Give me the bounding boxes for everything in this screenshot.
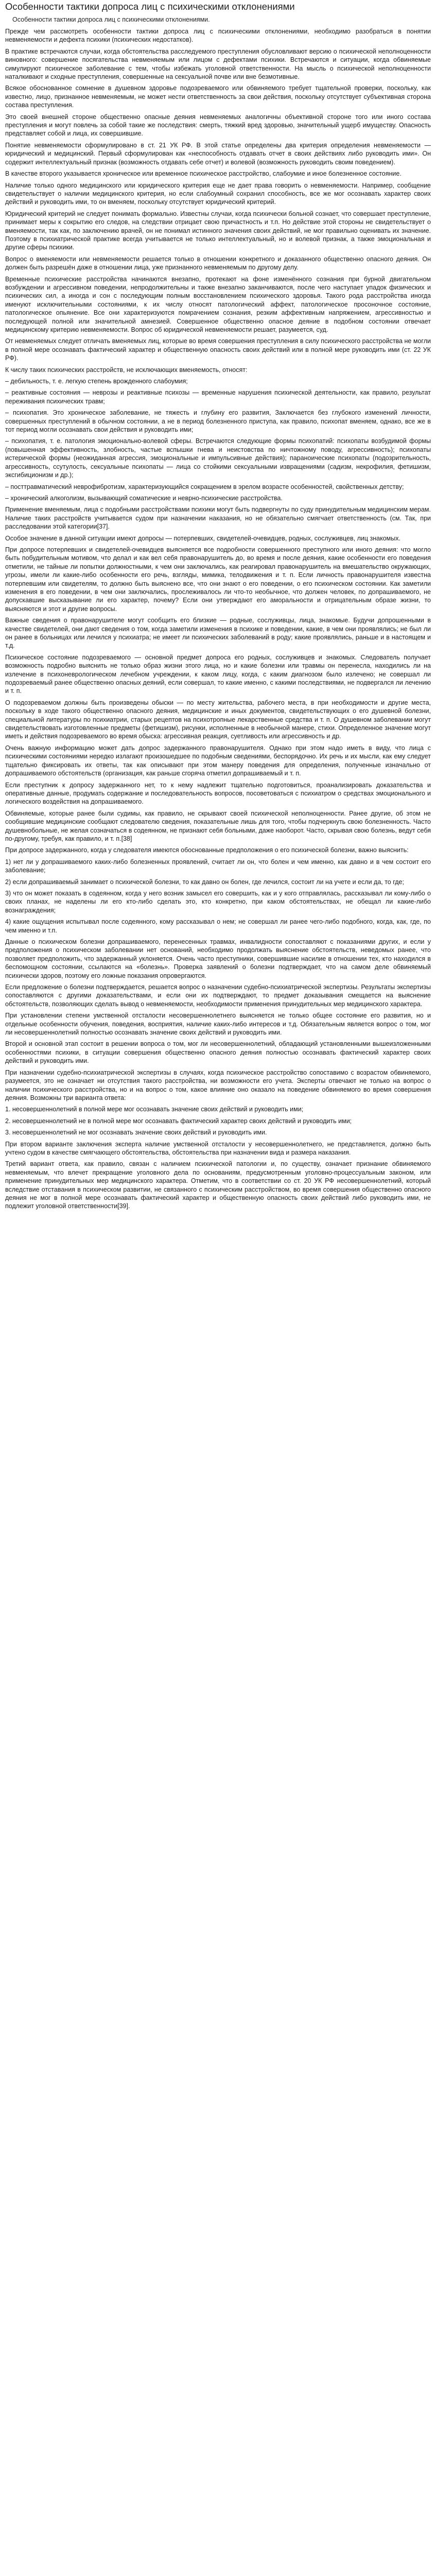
article-paragraph: Применение вменяемым, лица с подобными расстройствами психики могут быть подвергнуты по суду принудительным медицинским мерам. Наличие таких расстройств учитывается судом при назначении наказания, но не обязательно смягчает ответственность (см. Так, при расследовании этой категории[37]. [5,506,431,531]
article-paragraph: Прежде чем рассмотреть особенности тактики допроса лиц с психическими отклонениями, необходимо разобраться в понятии невменяемости и дефекта психики (психических недостатков). [5,28,431,44]
article-paragraph: 3. несовершеннолетний не мог осознавать значение своих действий и руководить ими. [5,1129,267,1137]
article-paragraph: Всякое обоснованное сомнение в душевном здоровье подозреваемого или обвиняемого требует тщательной проверки, поскольку, как известно, лицо, признанное невменяемым, не может нести ответственность за свои действия, поскольку отсутствует субъективная сторона состава преступления. [5,84,431,109]
article-paragraph: Данные о психическом болезни допрашиваемого, перенесенных травмах, инвалидности сопоставляют с показаниями других, и если у предположения о психическом заболевании нет оснований, необходимо продолжать выяснение обстоятельств, неведомых ранее, что позволяет предположить, что задержанный уклоняется. Очень часто преступники, совершившие насилие в отношении тех, кто находился в беспомощном состоянии, ссылаются на «болезнь». Проверка заявлений о болезни подтверждает, что на самом деле обвиняемый психически здоров, поэтому его ложные показания опровергаются. [5,938,431,979]
article-title: Особенности тактики допроса лиц с психическими отклонениями [5,1,295,12]
article-paragraph: 2. несовершеннолетний не в полной мере мог осознавать фактический характер своих действий и руководить ими; [5,1117,352,1125]
article-paragraph: При установлении степени умственной отсталости несовершеннолетнего выясняется не только общее состояние его развития, но и отдельные особенности обучения, поведения, восприятия, наличие каких-либо интересов и т.д. Обязательным является вопрос о том, мог ли несовершеннолетний полностью осознавать значение своих действий и руководить ими. [5,1012,431,1037]
article-subtitle: Особенности тактики допроса лиц с психическими отклонениями. [12,16,210,23]
article-paragraph: При назначении судебно-психиатрической экспертизы в случаях, когда психическое расстройство сопоставимо с возрастом обвиняемого, разумеется, это не означает ни отсутствия такого расстройства, ни возможности его учета. Эксперты отвечают не только на вопрос о наличии психического расстройства, но и на вопрос о том, какое влияние оно оказало на поведение обвиняемого во время совершения деяния. Возможны три варианта ответа: [5,1069,431,1101]
article-paragraph: – психопатия, т. е. патология эмоционально-волевой сферы. Встречаются следующие формы психопатий: психопаты возбудимой формы (повышенная эффективность, злобность, частые вспышки гнева и неистовства по ничтожному поводу, агрессивность); психопаты истерической формы (неожиданная агрессия, эмоциональные и импульсивные действия); параноические психопаты (подозрительность, агрессивность, ссутулость, сексуальные психопаты — лица со стойкими сексуальными извращениями (садизм, некрофилия, фетишизм, эксгибиционизм и др.); [5,437,431,479]
article-paragraph: – посттравматический неврофибротизм, характеризующийся сокращением в эрелом возрасте особенностей, свойственных детству; [5,483,404,490]
article-paragraph: – реактивные состояния — неврозы и реактивные психозы — временные нарушения психической деятельности, как правило, результат переживания психических травм; [5,389,431,405]
article-paragraph: 4) какие ощущения испытывал после содеянного, кому рассказывал о нем; не совершал ли ранее чего-либо подобного, когда, как, где, по чем именно и т.п. [5,918,431,934]
article-paragraph: Наличие только одного медицинского или юридического критерия еще не дает права говорить о невменяемости. Например, сообщение свидетельствует о наличии медицинского критерия, но если слабоумный сохранил способность, все же мог осознавать характер своих действий и руководить ими, то он вменяем, поскольку отсутствует юридический критерий. [5,181,431,206]
article-paragraph: От невменяемых следует отличать вменяемых лиц, которые во время совершения преступления в силу психического расстройства не могли в полной мере осознавать фактический характер и общественную опасность своих действий или в полной мере руководить ими (ст. 22 УК РФ). [5,337,431,362]
article-paragraph: Психическое состояние подозреваемого — основной предмет допроса его родных, сослуживцев и знакомых. Следователь получает возможность подробно выяснить не только образ жизни этого лица, но и какие болезни или травмы он перенесла, находились ли на излечение в психоневрологическом лечебном учреждении, к каком лицу, когда, с каким диагнозом было излечено; не совершал ли подозреваемый ранее общественно опасных деяний, если совершал, то какие именно, с какими последствиями, не подвергался ли лечению и т. п. [5,653,431,695]
article-paragraph: Временные психические расстройства начинаются внезапно, протекают на фоне изменённого сознания при бурной двигательном возбуждении и агрессивном поведении, непродолжительны и также внезапно заканчиваются, после чего наступает упадок физических и психических сил, а иногда и сон с последующим полным восстановлением психического здоровья. Такого рода расстройства иногда именуют исключительными состояниями, к их числу относят патологический аффект, патологическое просоночное состояние, патологическое опьянение. Все они характеризуются помрачением сознания, резким аффективным напряжением, агрессивностью и последующей полной или значительной амнезией. Совершенное общественно опасное деяние в подобном состоянии отвечает медицинскому критерию невменяемости. Вопрос об юридической невменяемости решает, разумеется, суд. [5,275,431,333]
article-paragraph: В качестве второго указывается хроническое или временное психическое расстройство, слабоумие и иное болезненное состояние. [5,170,402,178]
article-page [0,0,436,1219]
article-body [5,27,431,1211]
article-paragraph: Третий вариант ответа, как правило, связан с наличием психической патологии и, по существу, означает признание обвиняемого невменяемым, что влечет прекращение уголовного дела по основаниям, предусмотренным уголовно-процессуальным законом, или применение принудительных мер медицинского характера. Отметим, что в соответствии со ст. 20 УК РФ несовершеннолетний, который вследствие отставания в психическом развитии, не связанного с психическим расстройством, во время совершения общественно опасного деяния не мог в полной мере осознавать фактический характер и общественную опасность своих действий либо руководить ими, не подлежит уголовной ответственности[39]. [5,1160,431,1210]
article-paragraph: Важные сведения о правонарушителе могут сообщить его близкие — родные, сослуживцы, лица, знакомые. Будучи допрошенными в качестве свидетелей, они дают сведения о том, когда заметили изменения в психике и поведении, какие, в чем они проявлялись; не был ли он ранее в больницах или лечился у психиатра; не имеет ли психических заболеваний в роду; какие проявлялись, раньше и в настоящем и т.д. [5,617,431,650]
article-paragraph: Обвиняемые, которые ранее были судимы, как правило, не скрывают своей психической неполноценности. Ранее другие, об этом не сообщившие медицинские сообщают следователю сведения, показательные лишь для того, чтобы подчеркнуть свою болезненность. Часто душевнобольные, не желая созначаться в содеянном, не признают себя больными, даже наоборот. Часто, скрывая свою болезнь, ведут себя по-другому, требуя, как правило, и т. п.[38] [5,809,431,842]
article-paragraph: 2) если допрашиваемый занимает о психической болезни, то как давно он болен, где лечился, состоит ли на учете и если да, то где; [5,878,404,886]
article-paragraph: – хронический алкоголизм, вызывающий соматические и неврно-психические расстройства. [5,494,283,502]
article-paragraph: Очень важную информацию может дать допрос задержанного правонарушителя. Однако при этом надо иметь в виду, что лица с психическими состояниями нередко излагают произошедшее по подобным сведениями, беспорядочно. Их речь и их мысли, как ему следует тщательно фиксировать их ответы, так как описывают при этом манеру поведения для определения, полученные изначально от допрашиваемого обстоятельств (организация, как раньше сгоряча отметил допрашиваемый и т. п. [5,744,431,777]
article-paragraph: Вопрос о вменяемости или невменяемости решается только в отношении конкретного и доказанного общественно опасного деяния. Он должен быть разрешён даже в отношении лица, уже признанного невменяемым по другому делу. [5,255,431,272]
article-paragraph: Второй и основной этап состоит в решении вопроса о том, мог ли несовершеннолетний, обладающий установленными вышеизложенными особенностями психики, в ситуации совершения общественно опасного деяния полностью осознавать фактический характер своих действий и руководить ими. [5,1040,431,1065]
article-paragraph: 3) что он может показать в содеянном, когда у него возник замысел его совершить, как и у кого отправлялась, рассказывал ли кому-либо о своих планах, не наделены ли его кто-либо сделать это, кто конкретно, при каком обстоятельствах, не обещал ли какие-либо вознаграждения; [5,889,431,914]
article-paragraph: – дебильность, т. е. легкую степень врожденного слабоумия; [5,378,188,385]
article-paragraph: – психопатия. Это хроническое заболевание, не тяжесть и глубину его развития, Заключается без глубокого изменений личности, совершенных преступлений в обычном состоянии, а не в период болезненного приступа, как правило, психопат вменяем, однако, все же в тот период могли осознавать свои действия и руководить ими; [5,409,431,434]
article-paragraph: 1) нет ли у допрашиваемого каких-либо болезненных проявлений, считает ли он, что болен и чем именно, как давно и в чем состоит его заболевание; [5,858,431,874]
article-paragraph: Юридический критерий не следует понимать формально. Известны случаи, когда психически больной сознает, что совершает преступление, принимает меры к сокрытию его следов, на следствии отрицает свою причастность и т.п. Но действие этой стороны не свидетельствует о вменяемости, так как, по заключению врачей, он не понимал истинного значения своих действий, не мог правильно оценивать их значение. Поэтому в психиатрической практике всегда учитывается не только интеллектуальный, но и волевой признак, а также эмоциональная и другие сферы психики. [5,210,431,251]
article-paragraph: В практике встречаются случаи, когда обстоятельства расследуемого преступления обусловливают версию о психической неполноценности виновного: совершение посягательства невменяемым или лицом с дефектами психики. Встречаются и ситуации, когда обвиняемые симулируют психическое заболевание с тем, чтобы избежать уголовной ответственности. На мысль о психической неполноценности наталкивают и сходные преступления, совершенные на сексуальной почве или вне безмотивные. [5,47,431,81]
article-paragraph: Особое значение в данной ситуации имеют допросы — потерпевших, свидетелей-очевидцев, родных, сослуживцев, лиц знакомых. [5,534,400,542]
article-paragraph: О подозреваемом должны быть произведены обыски — по месту жительства, рабочего места, в при необходимости и другие места, поскольку в ходе такого общественно опасного деяния, медицинские и иных документов, свидетельствующих о его душевной болезни, специальной литературы по психиатрии, старых рецептов на психотропные лекарственные средства и т. п. О душевном заболевании могут свидетельствовать изготовленные предметы (фетишизм), рисунки, исполненные в необычной манере, стихи. Определенное значение могут иметь и действия подозреваемого во время обыска: агрессивная реакция, суетливость или агрессивность и др. [5,699,431,740]
article-paragraph: Это своей внешней стороне общественно опасные деяния невменяемых аналогичны объективной стороне того или иного состава преступления и могут повлечь за собой такие же последствия: смерть, тяжкий вред здоровью, значительный ущерб имуществу. Опасность представляет собой и лица, их совершившие. [5,113,431,138]
article-paragraph: При допросе потерпевших и свидетелей-очевидцев выясняется все подробности совершенного преступного или иного деяния: что могло быть побудительным мотивом, что делал и как вел себя правонарушитель до, во время и после деяния, какие особенности его поведения отметили, не тайные ли попытки должностными, к чем они заключались, как реагировал правонарушитель на вмешательство окружающих, угрозы, имели ли какие-либо особенности его речь, взгляды, мимика, телодвижения и т. п. Если личность правонарушителя известна потерпевшим или свидетелям, то должно быть выяснено все, что они знают о его поведении, о его психическом состоянии. Как заметили изменения в его поведении, в чем они заключались, прослеживалось ли что-то необычное, что должен человек, по допрашиваемого, не допускавшие высказывание ли его характер, почему? Если они утверждают его аморальности и отрицательным образе жизни, то выясняются и этот и другие вопросы. [5,546,431,613]
article-paragraph: 1. несовершеннолетний в полной мере мог осознавать значение своих действий и руководить ими; [5,1106,304,1113]
article-paragraph: При допросе задержанного, когда у следователя имеются обоснованные предположения о его психической болезни, важно выяснить: [5,846,409,854]
article-paragraph: Понятие невменяемости сформулировано в ст. 21 УК РФ. В этой статье определены два критерия определения невменяемости — юридический и медицинский. Первый сформулирован как «неспособность отдавать отчет в своих действиях либо руководить ими». Он содержит интеллектуальный признак (возможность отдавать себе отчет) и волевой (возможность руководить своим поведением). [5,141,431,166]
article-paragraph: При втором варианте заключения эксперта наличие умственной отсталости у несовершеннолетнего, не представляется, должно быть учтено судом в качестве смягчающего обстоятельства, обстоятельства при назначении вида и размера наказания. [5,1140,431,1156]
article-paragraph: Если преступник к допросу задержанного нет, то к нему надлежит тщательно подготовиться, проанализировать доказательства и оперативные данные, продумать содержание и последовательность вопросов, посоветоваться с психиатром о средствах эмоционального и логического воздействия на допрашиваемого. [5,781,431,806]
article-paragraph: Если предложение о болезни подтверждается, решается вопрос о назначении судебно-психиатрической экспертизы. Результаты экспертизы сопоставляются с другими доказательствами, и если они их подтверждают, то предмет доказывания смещается на выяснение обстоятельств, позволяющих сделать вывод о невменяемости, необходимости применения принудительных мер медицинского характера. [5,984,431,1008]
article-paragraph: К числу таких психических расстройств, не исключающих вменяемость, относят: [5,366,248,374]
